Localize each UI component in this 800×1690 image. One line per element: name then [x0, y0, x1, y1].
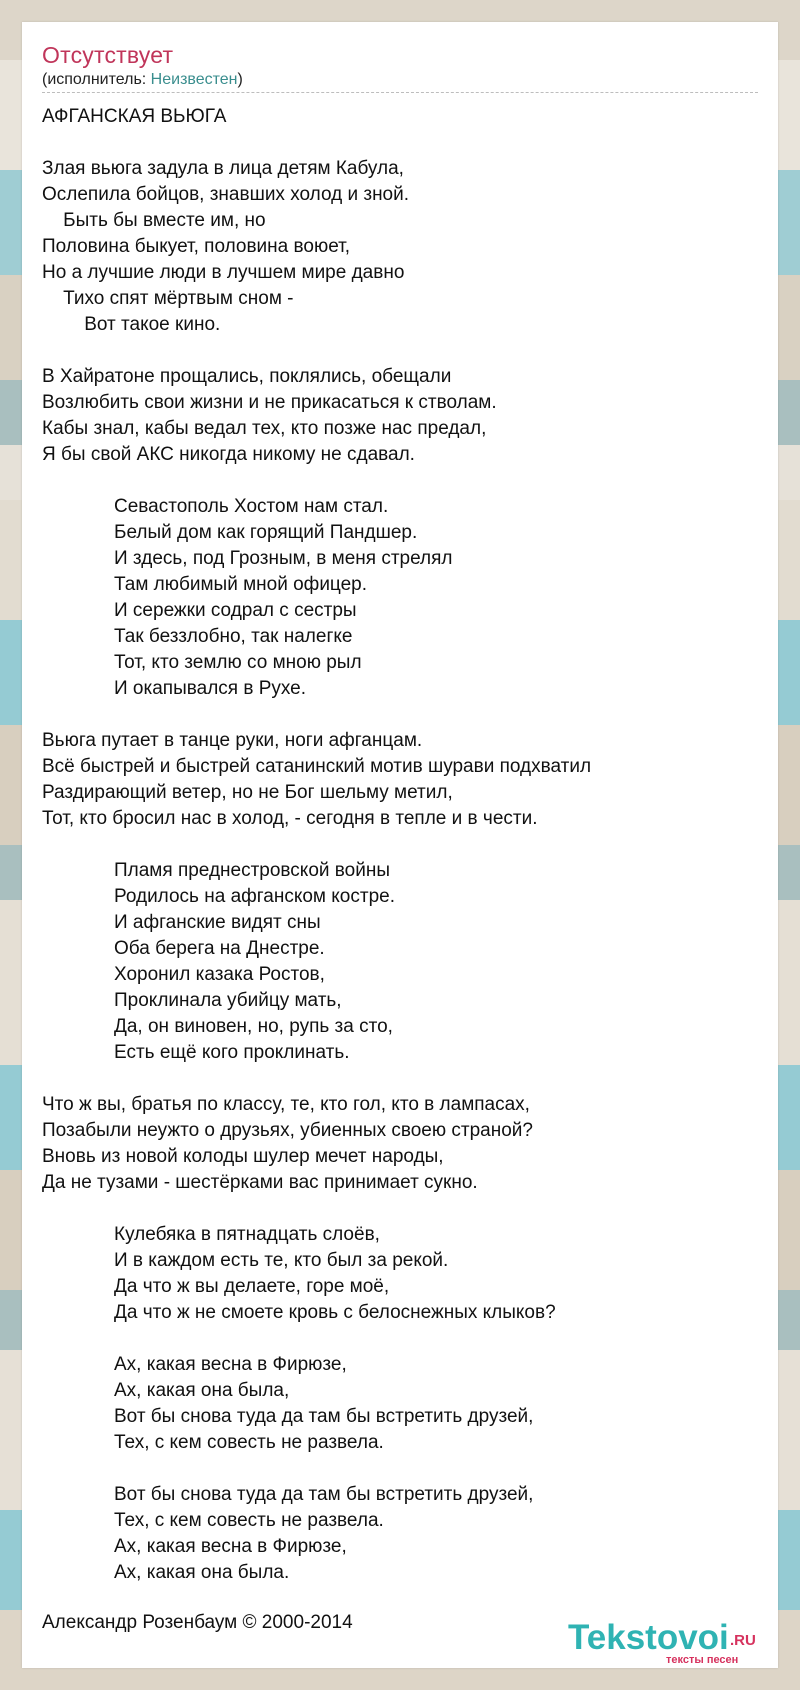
lyric-line: Но а лучшие люди в лучшем мире давно	[42, 262, 405, 283]
lyric-line: Что ж вы, братья по классу, те, кто гол, кто в лампасах,	[42, 1094, 530, 1115]
lyric-line: Тот, кто бросил нас в холод, - сегодня в тепле и в чести.	[42, 808, 538, 829]
artist-line	[42, 71, 243, 89]
song-title: Отсутствует	[42, 42, 174, 68]
lyric-line: В Хайратоне прощались, поклялись, обещали	[42, 366, 452, 387]
lyrics-text	[42, 104, 758, 1586]
lyric-line: Я бы свой АКС никогда никому не сдавал.	[42, 444, 415, 465]
lyric-line: Родилось на афганском костре.	[114, 886, 395, 907]
lyric-line: Вот бы снова туда да там бы встретить друзей,	[114, 1406, 534, 1427]
lyric-blank-line	[42, 130, 758, 156]
lyric-line: И афганские видят сны	[114, 912, 321, 933]
lyric-line: Раздирающий ветер, но не Бог шельму метил,	[42, 782, 453, 803]
lyric-line: Половина быкует, половина воюет,	[42, 236, 351, 257]
lyric-line: Возлюбить свои жизни и не прикасаться к стволам.	[42, 392, 497, 413]
lyric-blank-line	[42, 832, 758, 858]
lyric-blank-line	[42, 1196, 758, 1222]
lyric-line: Оба берега на Днестре.	[114, 938, 325, 959]
logo-name: Tekstovoi	[568, 1618, 729, 1657]
lyric-blank-line	[42, 702, 758, 728]
lyric-line: Да что ж вы делаете, горе моё,	[114, 1276, 390, 1297]
lyric-line: Да не тузами - шестёрками вас принимает сукно.	[42, 1172, 478, 1193]
lyric-blank-line	[42, 1456, 758, 1482]
lyric-line: Злая вьюга задула в лица детям Кабула,	[42, 158, 404, 179]
lyric-line: АФГАНСКАЯ ВЬЮГА	[42, 106, 227, 127]
lyric-line: Тот, кто землю со мною рыл	[114, 652, 362, 673]
lyric-line: Вот такое кино.	[42, 314, 221, 335]
dashed-divider	[42, 92, 758, 93]
artist-prefix: (исполнитель:	[42, 71, 151, 88]
lyric-line: Вьюга путает в танце руки, ноги афганцам.	[42, 730, 423, 751]
artist-link[interactable]: Неизвестен	[150, 71, 238, 88]
lyric-line: И в каждом есть те, кто был за рекой.	[114, 1250, 449, 1271]
lyric-line: Есть ещё кого проклинать.	[114, 1042, 350, 1063]
lyric-line: Тех, с кем совесть не развела.	[114, 1510, 384, 1531]
lyric-line: Тихо спят мёртвым сном -	[42, 288, 294, 309]
logo-tld: .RU	[730, 1632, 756, 1649]
lyric-line: Там любимый мной офицер.	[114, 574, 368, 595]
lyric-line: Кабы знал, кабы ведал тех, кто позже нас предал,	[42, 418, 487, 439]
logo-tagline: тексты песен	[666, 1654, 739, 1666]
lyric-line: Ах, какая весна в Фирюзе,	[114, 1536, 347, 1557]
lyric-blank-line	[42, 1066, 758, 1092]
lyric-line: Кулебяка в пятнадцать слоёв,	[114, 1224, 380, 1245]
lyric-line: Тех, с кем совесть не развела.	[114, 1432, 384, 1453]
lyric-line: Да, он виновен, но, рупь за сто,	[114, 1016, 393, 1037]
artist-suffix: )	[237, 71, 243, 88]
lyric-line: Быть бы вместе им, но	[42, 210, 266, 231]
lyric-line: Проклинала убийцу мать,	[114, 990, 342, 1011]
lyric-line: Вновь из новой колоды шулер мечет народы,	[42, 1146, 444, 1167]
lyric-line: Ослепила бойцов, знавших холод и зной.	[42, 184, 410, 205]
lyric-line: Вот бы снова туда да там бы встретить друзей,	[114, 1484, 534, 1505]
lyric-line: Ах, какая весна в Фирюзе,	[114, 1354, 347, 1375]
lyric-line: Ах, какая она была.	[114, 1562, 290, 1583]
site-logo[interactable]	[568, 1618, 768, 1666]
lyrics-card	[22, 22, 778, 1668]
lyric-blank-line	[42, 1326, 758, 1352]
lyric-line: И здесь, под Грозным, в меня стрелял	[114, 548, 453, 569]
lyric-line: Всё быстрей и быстрей сатанинский мотив шурави подхватил	[42, 756, 592, 777]
lyric-line: И окапывался в Рухе.	[114, 678, 307, 699]
lyric-line: И сережки содрал с сестры	[114, 600, 357, 621]
lyric-line: Белый дом как горящий Пандшер.	[114, 522, 418, 543]
lyric-line: Так беззлобно, так налегке	[114, 626, 353, 647]
lyric-line: Севастополь Хостом нам стал.	[114, 496, 389, 517]
lyric-line: Да что ж не смоете кровь с белоснежных клыков?	[114, 1302, 556, 1323]
lyric-line: Хоронил казака Ростов,	[114, 964, 325, 985]
lyric-line: Позабыли неужто о друзьях, убиенных своею страной?	[42, 1120, 533, 1141]
lyric-line: Пламя преднестровской войны	[114, 860, 391, 881]
copyright: Александр Розенбаум © 2000-2014	[42, 1612, 353, 1633]
lyric-blank-line	[42, 468, 758, 494]
lyric-line: Ах, какая она была,	[114, 1380, 290, 1401]
lyric-blank-line	[42, 338, 758, 364]
